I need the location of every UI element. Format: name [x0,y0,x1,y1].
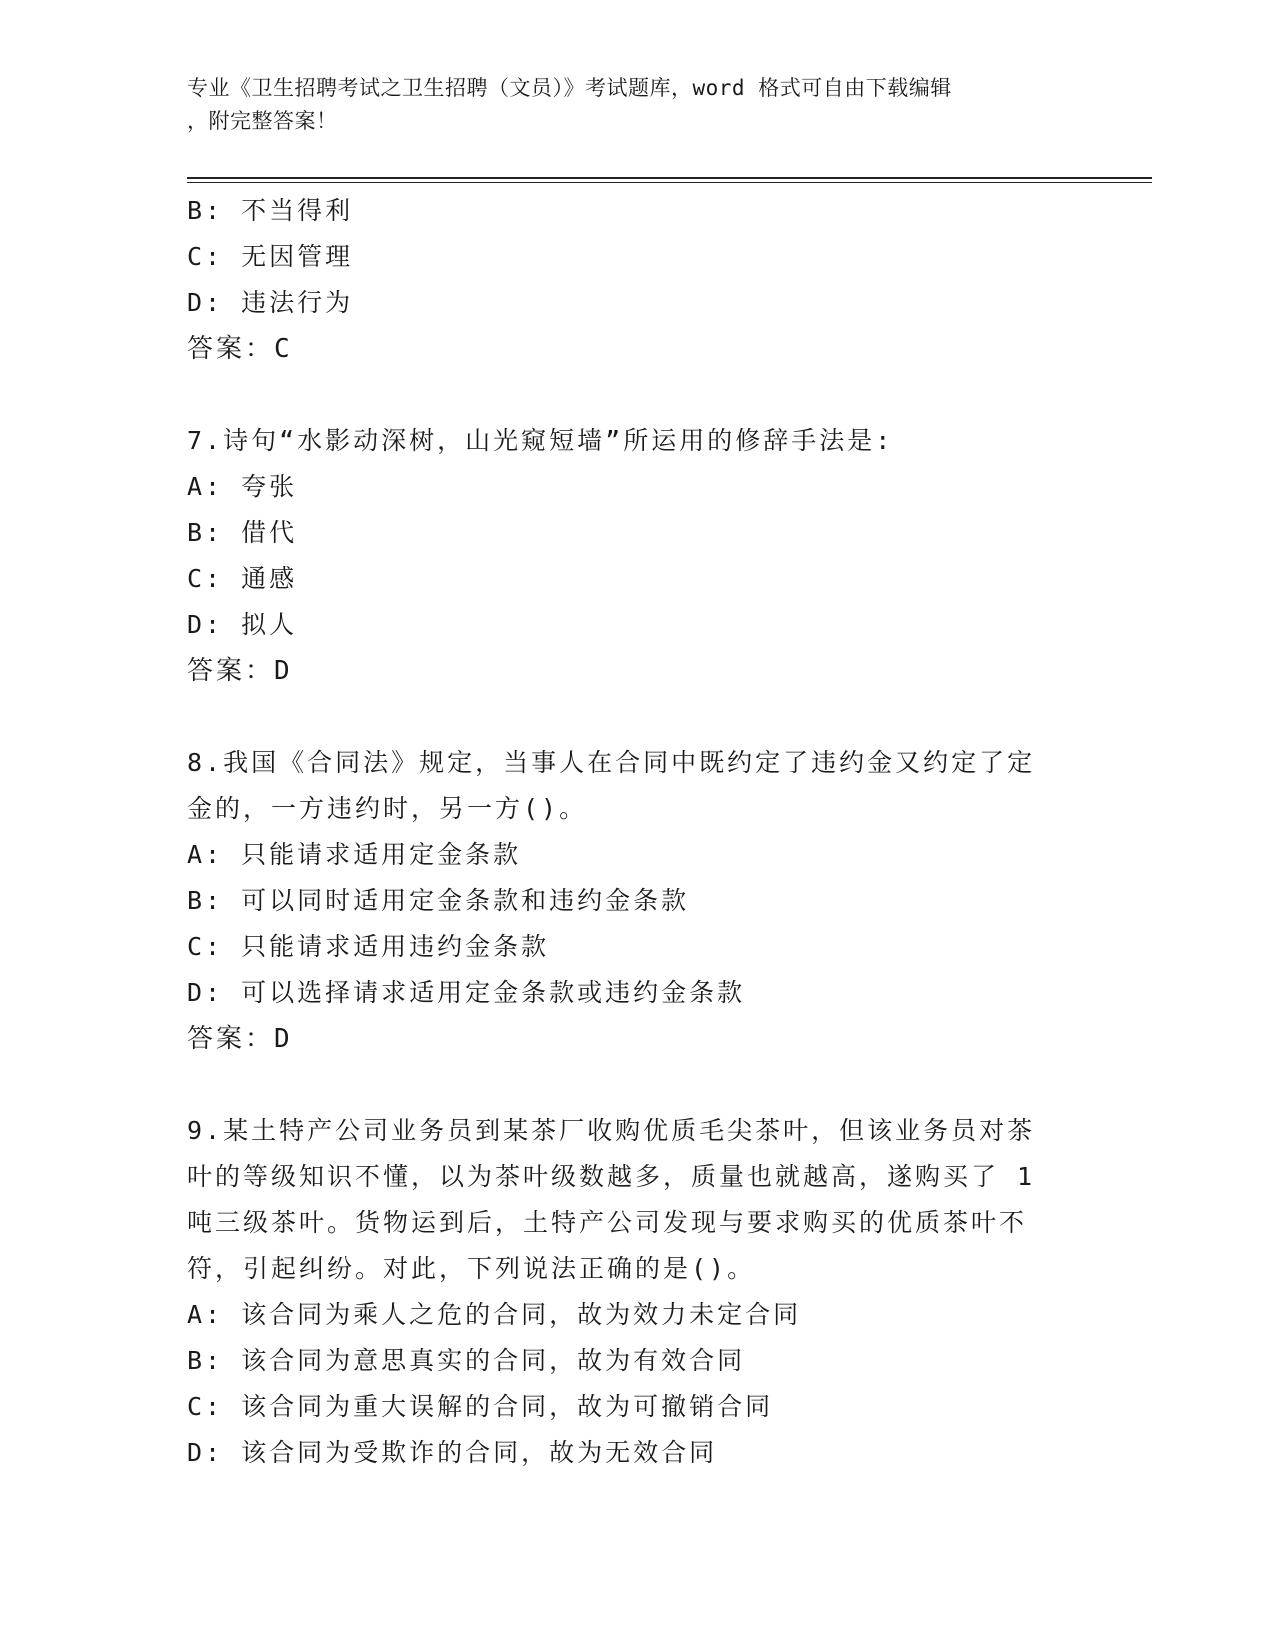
answer-line: 答案：D [187,1024,293,1054]
question-block-9 [187,1108,1067,1476]
option-b: B: 该合同为意思真实的合同，故为有效合同 [187,1346,746,1375]
question-block-8 [187,740,1067,1062]
question-block-6 [187,188,1067,372]
header-divider-thick [187,177,1152,179]
question-stem-line: 叶的等级知识不懂，以为茶叶级数越多，质量也就越高，遂购买了 1 [187,1162,1036,1191]
question-stem-line: 8.我国《合同法》规定，当事人在合同中既约定了违约金又约定了定 [187,748,1036,777]
option-a: A: 夸张 [187,472,298,501]
header-line-2: ，附完整答案！ [187,109,338,133]
spacer [187,372,1067,418]
spacer [187,1062,1067,1108]
answer-line: 答案：C [187,334,293,364]
option-a: A: 只能请求适用定金条款 [187,840,522,869]
question-stem-line: 吨三级茶叶。货物运到后，土特产公司发现与要求购买的优质茶叶不 [187,1208,1028,1237]
spacer [187,694,1067,740]
option-b: B: 不当得利 [187,196,354,225]
option-b: B: 可以同时适用定金条款和违约金条款 [187,886,690,915]
answer-line: 答案：D [187,656,293,686]
question-stem: 7.诗句“水影动深树，山光窥短墙”所运用的修辞手法是: [187,426,894,455]
page-header [187,72,1067,138]
question-stem-line: 金的，一方违约时，另一方()。 [187,794,588,823]
question-block-7 [187,418,1067,694]
option-d: D: 违法行为 [187,288,354,317]
option-d: D: 可以选择请求适用定金条款或违约金条款 [187,978,746,1007]
question-stem-line: 9.某土特产公司业务员到某茶厂收购优质毛尖茶叶，但该业务员对茶 [187,1116,1036,1145]
option-c: C: 该合同为重大误解的合同，故为可撤销合同 [187,1392,774,1421]
option-c: C: 只能请求适用违约金条款 [187,932,550,961]
option-c: C: 通感 [187,564,298,593]
header-line-1: 专业《卫生招聘考试之卫生招聘（文员）》考试题库，word 格式可自由下载编辑 [187,76,952,100]
header-divider-thin [187,182,1152,183]
option-b: B: 借代 [187,518,298,547]
question-stem-line: 符，引起纠纷。对此，下列说法正确的是()。 [187,1254,756,1283]
question-list [187,188,1067,1476]
option-a: A: 该合同为乘人之危的合同，故为效力未定合同 [187,1300,802,1329]
option-c: C: 无因管理 [187,242,354,271]
option-d: D: 拟人 [187,610,298,639]
option-d: D: 该合同为受欺诈的合同，故为无效合同 [187,1438,718,1467]
